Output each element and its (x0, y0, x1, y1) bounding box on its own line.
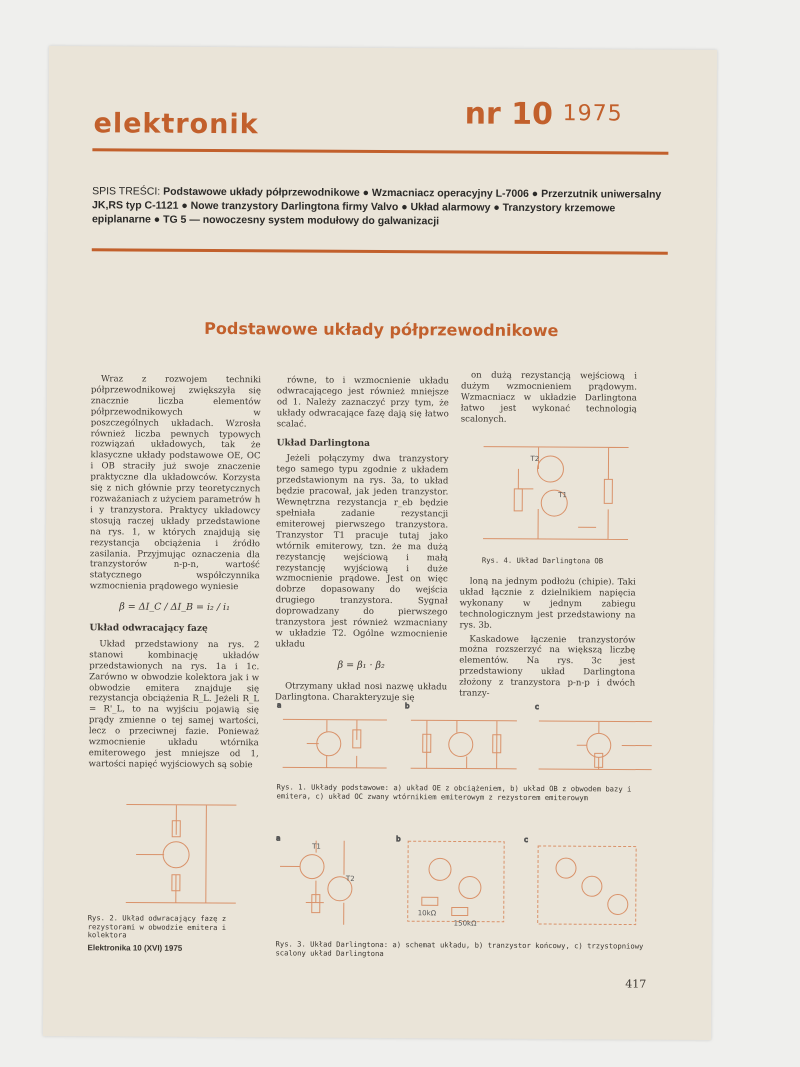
col2-paragraph-2: Jeżeli połączymy dwa tranzystory tego samego typu zgodnie z układem przedstawionym na rys. 3a, to układ będzie pracował, jak jeden tranzystor. Wewnętrzna rezystancja r_eb będzie spełniała zadanie rezystancji emiterowej pierwszego tranzystora. Tranzystor T1 pracuje tutaj jako wtórnik emiterowy, tzn. że ma dużą rezystancję wejściową i małą rezystancję wyjściową i duże wzmocnienie prądowe. Jest on więc dobrze dopasowany do wejścia drugiego tranzystora. Sygnał doprowadzany do pierwszego tranzystora jest również wzmacniany w układzie T2. Ogólne wzmocnienie układu (275, 453, 449, 650)
fig1-label-b: b (404, 702, 410, 711)
fig3b-res: 10kΩ (417, 909, 437, 918)
formula-beta: β = ΔI_C / ΔI_B = i₂ / i₁ (119, 601, 230, 614)
header-rule (92, 148, 668, 155)
page-number: 417 (625, 977, 647, 991)
heading-darlington: Układ Darlingtona (276, 437, 371, 449)
fig3-label-a: a (276, 834, 281, 843)
column-3-top (461, 370, 637, 429)
figure-3-schematics (276, 832, 657, 934)
magazine-page (43, 46, 717, 1040)
fig3a-t2: T2 (345, 874, 355, 883)
col1-paragraph-2: Układ przedstawiony na rys. 2 stanowi kombinację układów przedstawionych na rys. 1a i 1c. Zarówno w obwodzie kolektora jak i w obwodzie emitera znajduje się rezystancja obciążenia R_L. Jeżeli R_L = R'_L, to na wyjściu pojawią się prądy zmienne o tej samej wartości, lecz o przeciwnej fazie. Ponieważ wzmocnienie układu wtórnika emiterowego jest mniejsze od 1, wartości napięć wyjściowych są sobie (88, 639, 260, 771)
figure-3-caption: Rys. 3. Układ Darlingtona: a) schemat układu, b) tranzystor końcowy, c) trzystopniowy scalony układ Darlingtona (275, 939, 644, 958)
article-title: Podstawowe układy półprzewodnikowe (204, 318, 559, 341)
fig3-label-b: b (396, 835, 401, 844)
figure-4-schematic (478, 439, 639, 550)
column-2 (275, 375, 450, 710)
fig3a-t1: T1 (312, 842, 321, 851)
toc-label: SPIS TREŚCI: (92, 185, 161, 198)
table-of-contents (92, 184, 664, 229)
figure-4-caption: Rys. 4. Układ Darlingtona OB (481, 555, 604, 566)
column-3-bottom (459, 576, 636, 703)
fig1-label-a: a (276, 701, 282, 710)
col3-paragraph-1: on dużą rezystancją wejściową i dużym wzmocnieniem prądowym. Wzmacniacz w układzie Darlingtona łatwo jest wykonać technologią scalonych. (460, 370, 638, 425)
col2-paragraph-1: równe, to i wzmocnienie układu odwracającego jest również mniejsze od 1. Należy zaznaczyć przy tym, że układy odwracające fazę dają się łatwo scalać. (276, 375, 450, 430)
fig3-label-c: c (524, 835, 529, 844)
toc-text: Podstawowe układy półprzewodnikowe ● Wzmacniacz operacyjny L-7006 ● Przerzutnik uniwersalny JK,RS typ C-1121 ● Nowe tranzystory Darlingtona firmy Valvo ● Układ alarmowy ● Tranzystory krzemowe epiplanarne ● TG 5 — nowoczesny system modułowy do galwanizacji (91, 185, 662, 228)
figure-2-schematic (116, 794, 247, 911)
fig3b-res2: 150kΩ (453, 919, 477, 928)
heading-phase-inverter: Układ odwracający fazę (89, 623, 208, 634)
journal-footer: Elektronika 10 (XVI) 1975 (87, 943, 183, 953)
fig4-t2: T2 (530, 454, 540, 463)
col3-paragraph-3: Kaskadowe łączenie tranzystorów można rozszerzyć na większą liczbę elementów. Na rys. 3c jest przedstawiony układ Darlingtona złożony z tranzystora p-n-p i dwóch tranzy- (459, 634, 636, 699)
masthead-title: elektronik (93, 108, 259, 141)
masthead-year: 1975 (562, 101, 623, 127)
col1-paragraph-1: Wraz z rozwojem techniki półprzewodnikowej zwiększyła się znacznie liczba elementów półprzewodnikowych w poszczególnych układach. Wzrosła również liczba pewnych typowych rozwiązań układowych, tak że klasyczne układy podstawowe OE, OC i OB straciły już swoje znaczenie praktyczne dla układowców. Korzysta się z nich głównie przy teoretycznych rozważaniach z użyciem parametrów h i y tranzystora. Praktycy układowcy stosują raczej układy przedstawione na rys. 1, w których znajdują się rezystancja obciążenia i źródło zasilania. Przyjmując oznaczenia dla tranzystorów n-p-n, wartość statycznego współczynnika wzmocnienia prądowego wyniesie (89, 374, 262, 593)
masthead-issue: nr 10 (464, 96, 554, 133)
formula-darlington: β = β₁ · β₂ (337, 659, 385, 671)
figure-2-caption: Rys. 2. Układ odwracający fazę z rezystorami w obwodzie emitera i kolektora (87, 913, 227, 940)
column-1 (89, 374, 261, 774)
fig4-t1: T1 (558, 491, 568, 500)
figure-1-caption: Rys. 1. Układy podstawowe: a) układ OE z obciążeniem, b) układ OB z obwodem bazy i emitera, c) układ OC zwany wtórnikiem emiterowym z rezystorem emiterowym (276, 782, 632, 802)
fig1-label-c: c (534, 702, 539, 711)
col3-paragraph-2: loną na jednym podłożu (chipie). Taki układ łącznie z dzielnikiem napięcia wykonany w jednym zabiegu technologicznym jest przedstawiony na rys. 3b. (459, 576, 636, 631)
col2-paragraph-3: Otrzymany układ nosi nazwę układu Darlingtona. Charakteryzuje się (275, 681, 448, 703)
toc-rule (92, 248, 668, 255)
figure-1-schematics (277, 699, 657, 779)
